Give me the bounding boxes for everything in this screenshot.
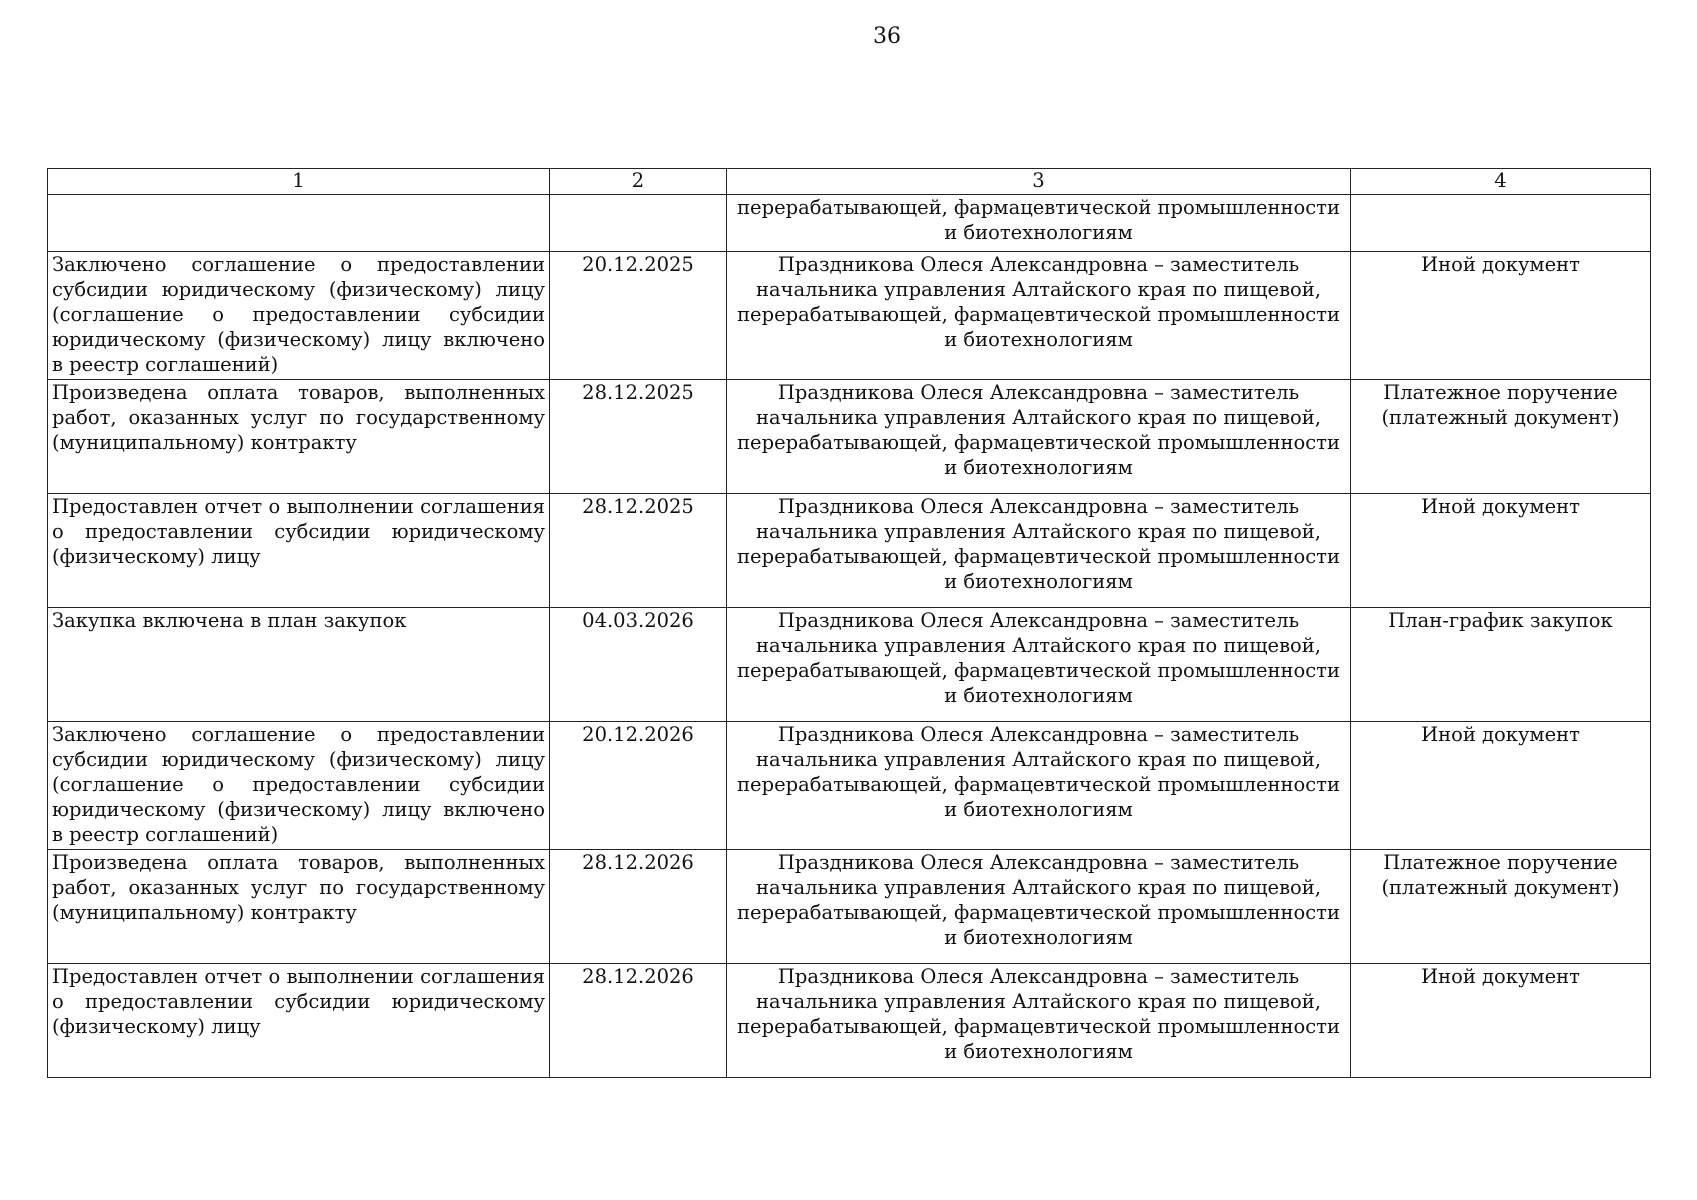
date-cell: 20.12.2025 [550,252,727,380]
table-row [48,850,1651,964]
date-cell: 28.12.2026 [550,850,727,964]
event-cell: Предоставлен отчет о выполнении соглашения о предоставлении субсидии юридическому (физическому) лицу [48,964,550,1078]
document-type-cell: План-график закупок [1351,608,1651,722]
table-body [48,252,1651,1078]
date-cell: 28.12.2025 [550,494,727,608]
date-cell: 28.12.2026 [550,964,727,1078]
responsible-cell: Праздникова Олеся Александровна – заместитель начальника управления Алтайского края по пищевой, перерабатывающей, фармацевтической промышленности и биотехнологиям [727,722,1351,850]
responsible-cell: Праздникова Олеся Александровна – заместитель начальника управления Алтайского края по пищевой, перерабатывающей, фармацевтической промышленности и биотехнологиям [727,608,1351,722]
page-number: 36 [873,24,901,49]
document-type-cell: Платежное поручение (платежный документ) [1351,380,1651,494]
table-row [48,380,1651,494]
document-type-cell: Иной документ [1351,722,1651,850]
column-number-2: 2 [550,169,727,195]
control-points-table [47,168,1651,1078]
column-number-1: 1 [48,169,550,195]
table-row [48,722,1651,850]
document-type-cell: Иной документ [1351,252,1651,380]
event-cell: Предоставлен отчет о выполнении соглашения о предоставлении субсидии юридическому (физическому) лицу [48,494,550,608]
document-type-cell: Иной документ [1351,494,1651,608]
date-cell: 28.12.2025 [550,380,727,494]
event-cell [48,195,550,252]
responsible-cell: Праздникова Олеся Александровна – заместитель начальника управления Алтайского края по пищевой, перерабатывающей, фармацевтической промышленности и биотехнологиям [727,494,1351,608]
table-row [48,494,1651,608]
document-type-cell [1351,195,1651,252]
responsible-cell: Праздникова Олеся Александровна – заместитель начальника управления Алтайского края по пищевой, перерабатывающей, фармацевтической промышленности и биотехнологиям [727,964,1351,1078]
event-cell: Произведена оплата товаров, выполненных работ, оказанных услуг по государственному (муниципальному) контракту [48,850,550,964]
table-row [48,252,1651,380]
event-cell: Заключено соглашение о предоставлении субсидии юридическому (физическому) лицу (соглашение о предоставлении субсидии юридическому (физическому) лицу включено в реестр соглашений) [48,252,550,380]
responsible-cell: Праздникова Олеся Александровна – заместитель начальника управления Алтайского края по пищевой, перерабатывающей, фармацевтической промышленности и биотехнологиям [727,252,1351,380]
document-type-cell: Платежное поручение (платежный документ) [1351,850,1651,964]
document-type-cell: Иной документ [1351,964,1651,1078]
table-header-row [48,169,1651,195]
responsible-cell: Праздникова Олеся Александровна – заместитель начальника управления Алтайского края по пищевой, перерабатывающей, фармацевтической промышленности и биотехнологиям [727,380,1351,494]
date-cell: 04.03.2026 [550,608,727,722]
date-cell [550,195,727,252]
event-cell: Закупка включена в план закупок [48,608,550,722]
event-cell: Произведена оплата товаров, выполненных работ, оказанных услуг по государственному (муниципальному) контракту [48,380,550,494]
responsible-cell: перерабатывающей, фармацевтической промышленности и биотехнологиям [727,195,1351,252]
column-number-3: 3 [727,169,1351,195]
table-row [48,964,1651,1078]
responsible-cell: Праздникова Олеся Александровна – заместитель начальника управления Алтайского края по пищевой, перерабатывающей, фармацевтической промышленности и биотехнологиям [727,850,1351,964]
table-row [48,608,1651,722]
date-cell: 20.12.2026 [550,722,727,850]
event-cell: Заключено соглашение о предоставлении субсидии юридическому (физическому) лицу (соглашение о предоставлении субсидии юридическому (физическому) лицу включено в реестр соглашений) [48,722,550,850]
table-row-continuation [48,195,1651,252]
column-number-4: 4 [1351,169,1651,195]
